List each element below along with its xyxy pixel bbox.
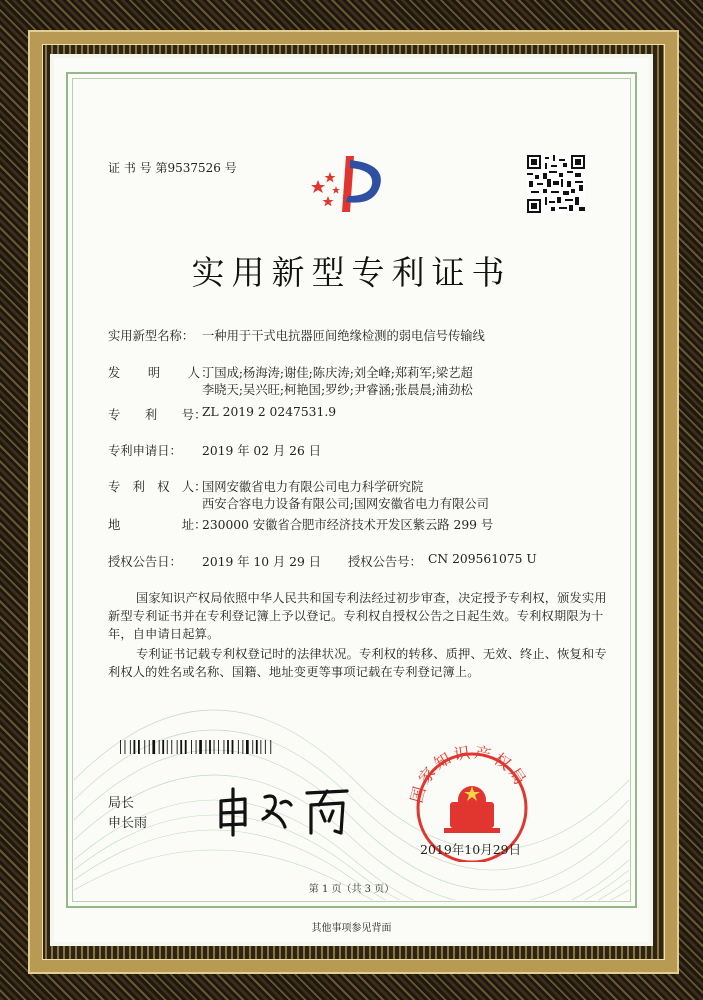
grant-date-value: 2019 年 10 月 29 日: [202, 555, 322, 569]
grant-date-label: 授权公告日：: [108, 555, 182, 569]
filing-date-label: 专利申请日：: [108, 444, 182, 458]
inventor-label: 发 明 人：: [108, 366, 215, 380]
seal-date: 2019年10月29日: [420, 842, 522, 857]
barcode: [120, 740, 275, 754]
qr-code-icon: [527, 155, 585, 213]
address-label: 地 址：: [108, 518, 207, 532]
inventor-value-line1: 丁国成;杨海涛;谢佳;陈庆涛;刘全峰;郑莉军;梁艺超: [202, 366, 473, 380]
certificate-title: 实用新型专利证书: [191, 253, 512, 292]
grant-number-value: CN 209561075 U: [428, 552, 537, 566]
patent-number-value: ZL 2019 2 0247531.9: [202, 405, 337, 419]
seal-text: 国家知识产权局: [406, 742, 532, 805]
name-label: 实用新型名称：: [108, 329, 195, 343]
address-value: 230000 安徽省合肥市经济技术开发区紫云路 299 号: [202, 518, 494, 532]
bottom-note: 其他事项参见背面: [311, 923, 392, 934]
certificate-number: 证 书 号 第9537526 号: [108, 161, 237, 175]
paragraph2-line1: 专利证书记载专利权登记时的法律状况。专利权的转移、质押、无效、终止、恢复和专: [136, 647, 607, 661]
page-indicator: 第 1 页（共 3 页）: [308, 884, 395, 895]
cnipa-logo-icon: [306, 150, 388, 222]
paragraph1-line1: 国家知识产权局依照中华人民共和国专利法经过初步审查，决定授予专利权，颁发实用: [136, 591, 607, 605]
paragraph2-line2: 利权人的姓名或名称、国籍、地址变更等事项记载在专利登记簿上。: [108, 665, 480, 679]
director-title: 局长: [108, 796, 135, 811]
filing-date-value: 2019 年 02 月 26 日: [202, 444, 322, 458]
patentee-label: 专 利 权 人：: [108, 480, 207, 494]
name-value: 一种用于干式电抗器匝间绝缘检测的弱电信号传输线: [202, 329, 485, 343]
inventor-value-line2: 李晓天;吴兴旺;柯艳国;罗纱;尹睿涵;张晨晨;浦劲松: [202, 383, 473, 397]
grant-number-label: 授权公告号：: [348, 555, 422, 569]
director-name: 申长雨: [108, 816, 148, 831]
patent-number-label: 专 利 号：: [108, 408, 207, 422]
patentee-value-line1: 国网安徽省电力有限公司电力科学研究院: [202, 480, 424, 494]
director-signature: [215, 785, 355, 837]
patentee-value-line2: 西安合容电力设备有限公司;国网安徽省电力有限公司: [202, 497, 489, 511]
paragraph1-line3: 年，自申请日起算。: [108, 627, 220, 641]
paragraph1-line2: 新型专利证书并在专利登记簿上予以登记。专利权自授权公告之日起生效。专利权期限为十: [108, 609, 604, 623]
